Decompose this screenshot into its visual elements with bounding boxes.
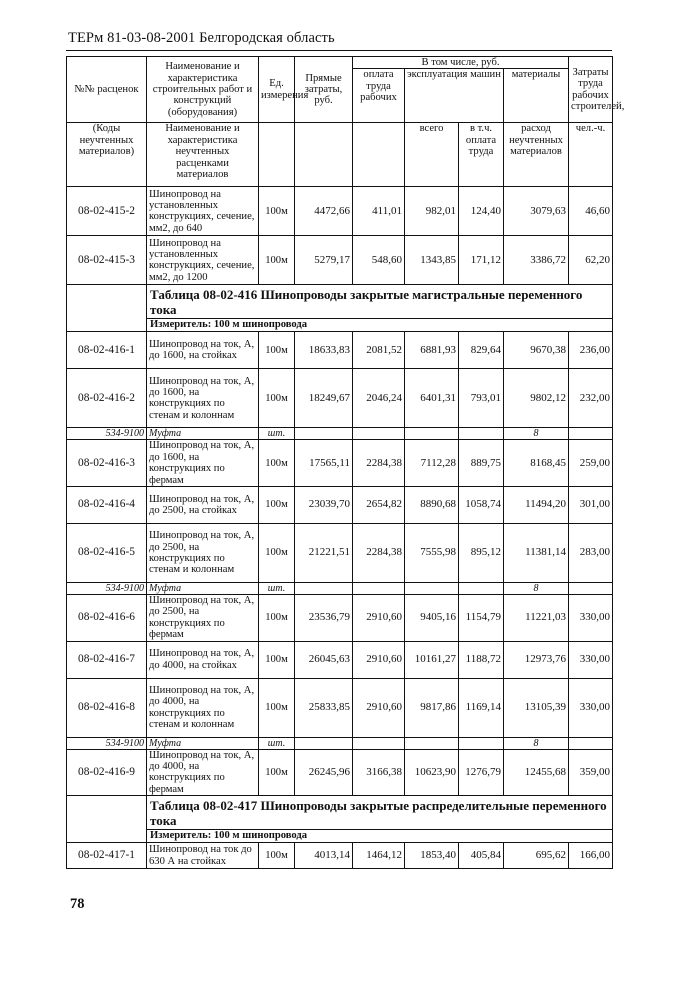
row-unit: 100м (259, 843, 295, 869)
row-labor: 166,00 (569, 843, 613, 869)
row-wages: 1464,12 (353, 843, 405, 869)
measure-unit: Измеритель: 100 м шинопровода (147, 830, 613, 843)
row-direct-cost: 18249,67 (295, 369, 353, 428)
row-labor: 301,00 (569, 487, 613, 524)
row-code: 08-02-416-7 (67, 641, 147, 678)
material-code: 534-9100 (67, 583, 147, 595)
material-code: 534-9100 (67, 428, 147, 440)
row-name: Шинопровод на ток, А, до 2500, на стойках (147, 487, 259, 524)
measure-unit: Измеритель: 100 м шинопровода (147, 319, 613, 332)
row-code: 08-02-417-1 (67, 843, 147, 869)
row-wages: 2081,52 (353, 332, 405, 369)
row-unit: 100м (259, 678, 295, 737)
row-machines-total: 7555,98 (405, 524, 459, 583)
material-code: 534-9100 (67, 737, 147, 749)
empty-cell (295, 428, 353, 440)
row-labor: 236,00 (569, 332, 613, 369)
measure-spacer (67, 830, 147, 843)
row-machines-wages: 889,75 (459, 440, 504, 487)
col-header-code-alt: (Коды неучтенных материалов) (67, 123, 147, 187)
row-materials: 13105,39 (504, 678, 569, 737)
empty-cell (569, 583, 613, 595)
row-name: Шинопровод на ток, А, до 4000, на конструкциях по стенам и колоннам (147, 678, 259, 737)
empty-cell (569, 428, 613, 440)
row-materials: 9670,38 (504, 332, 569, 369)
row-unit: 100м (259, 440, 295, 487)
row-unit: 100м (259, 187, 295, 236)
col-header-direct-blank (295, 123, 353, 187)
row-name: Шинопровод на ток, А, до 2500, на конструкциях по фермам (147, 595, 259, 642)
page-header: ТЕРм 81-03-08-2001 Белгородская область (68, 30, 335, 46)
row-wages: 2046,24 (353, 369, 405, 428)
price-norms-table (66, 56, 625, 869)
row-machines-wages: 793,01 (459, 369, 504, 428)
row-direct-cost: 26045,63 (295, 641, 353, 678)
material-unit: шт. (259, 428, 295, 440)
row-unit: 100м (259, 332, 295, 369)
row-machines-total: 9405,16 (405, 595, 459, 642)
row-direct-cost: 21221,51 (295, 524, 353, 583)
empty-cell (569, 737, 613, 749)
row-machines-total: 1853,40 (405, 843, 459, 869)
col-header-unit-blank (259, 123, 295, 187)
row-direct-cost: 5279,17 (295, 236, 353, 285)
measure-spacer (67, 319, 147, 332)
row-labor: 330,00 (569, 678, 613, 737)
material-name: Муфта (147, 428, 259, 440)
material-quantity: 8 (504, 737, 569, 749)
row-machines-wages: 895,12 (459, 524, 504, 583)
row-code: 08-02-416-9 (67, 749, 147, 796)
col-header-machines-wages: в т.ч. оплата труда (459, 123, 504, 187)
header-rule (66, 50, 612, 51)
row-machines-wages: 405,84 (459, 843, 504, 869)
row-machines-total: 6881,93 (405, 332, 459, 369)
row-machines-total: 1343,85 (405, 236, 459, 285)
col-header-machines: эксплуатация машин (405, 69, 504, 123)
col-header-materials-alt: расход неучтенных материалов (504, 123, 569, 187)
material-unit: шт. (259, 583, 295, 595)
page-number: 78 (70, 896, 85, 912)
row-unit: 100м (259, 749, 295, 796)
row-wages: 2910,60 (353, 641, 405, 678)
empty-cell (405, 583, 459, 595)
row-machines-wages: 1188,72 (459, 641, 504, 678)
row-machines-total: 6401,31 (405, 369, 459, 428)
col-header-wages: оплата труда рабочих (353, 69, 405, 123)
col-header-direct: Прямые затраты, руб. (295, 57, 353, 123)
row-materials: 11221,03 (504, 595, 569, 642)
table-title: Таблица 08-02-416 Шинопроводы закрытые магистральные переменного тока (147, 285, 613, 319)
table-title: Таблица 08-02-417 Шинопроводы закрытые распределительные переменного тока (147, 796, 613, 830)
row-direct-cost: 26245,96 (295, 749, 353, 796)
row-machines-wages: 1276,79 (459, 749, 504, 796)
row-wages: 2284,38 (353, 440, 405, 487)
material-quantity: 8 (504, 583, 569, 595)
row-wages: 411,01 (353, 187, 405, 236)
col-header-code: №№ расценок (67, 57, 147, 123)
row-machines-wages: 1058,74 (459, 487, 504, 524)
row-materials: 695,62 (504, 843, 569, 869)
empty-cell (459, 583, 504, 595)
row-direct-cost: 4472,66 (295, 187, 353, 236)
row-machines-wages: 829,64 (459, 332, 504, 369)
row-machines-wages: 171,12 (459, 236, 504, 285)
row-name: Шинопровод на ток до 630 А на стойках (147, 843, 259, 869)
row-wages: 2910,60 (353, 678, 405, 737)
table-title-spacer (67, 285, 147, 319)
material-name: Муфта (147, 737, 259, 749)
row-materials: 9802,12 (504, 369, 569, 428)
row-wages: 2284,38 (353, 524, 405, 583)
row-code: 08-02-416-4 (67, 487, 147, 524)
row-name: Шинопровод на установленных конструкциях, сечение, мм2, до 1200 (147, 236, 259, 285)
empty-cell (459, 737, 504, 749)
col-header-name: Наименование и характеристика строительных работ и конструкций (оборудования) (147, 57, 259, 123)
row-code: 08-02-415-2 (67, 187, 147, 236)
row-materials: 12973,76 (504, 641, 569, 678)
row-machines-wages: 1169,14 (459, 678, 504, 737)
row-name: Шинопровод на ток, А, до 1600, на стойках (147, 332, 259, 369)
row-machines-wages: 1154,79 (459, 595, 504, 642)
row-unit: 100м (259, 524, 295, 583)
col-header-labor: Затраты труда рабочих строителей, (569, 57, 613, 123)
row-materials: 3386,72 (504, 236, 569, 285)
row-direct-cost: 4013,14 (295, 843, 353, 869)
row-code: 08-02-416-2 (67, 369, 147, 428)
row-name: Шинопровод на ток, А, до 4000, на стойках (147, 641, 259, 678)
empty-cell (459, 428, 504, 440)
col-header-name-alt: Наименование и характеристика неучтенных расценками материалов (147, 123, 259, 187)
row-materials: 11494,20 (504, 487, 569, 524)
col-header-labor-unit: чел.-ч. (569, 123, 613, 187)
row-labor: 330,00 (569, 641, 613, 678)
row-materials: 12455,68 (504, 749, 569, 796)
row-labor: 259,00 (569, 440, 613, 487)
row-direct-cost: 23536,79 (295, 595, 353, 642)
row-name: Шинопровод на ток, А, до 1600, на конструкциях по фермам (147, 440, 259, 487)
col-header-incl: В том числе, руб. (353, 57, 569, 69)
col-header-machines-total: всего (405, 123, 459, 187)
row-code: 08-02-416-6 (67, 595, 147, 642)
material-quantity: 8 (504, 428, 569, 440)
table-title-spacer (67, 796, 147, 830)
row-unit: 100м (259, 369, 295, 428)
row-materials: 8168,45 (504, 440, 569, 487)
row-machines-total: 7112,28 (405, 440, 459, 487)
row-unit: 100м (259, 487, 295, 524)
row-code: 08-02-415-3 (67, 236, 147, 285)
col-header-materials: материалы (504, 69, 569, 123)
row-labor: 283,00 (569, 524, 613, 583)
row-code: 08-02-416-5 (67, 524, 147, 583)
row-code: 08-02-416-8 (67, 678, 147, 737)
material-unit: шт. (259, 737, 295, 749)
row-direct-cost: 18633,83 (295, 332, 353, 369)
row-labor: 46,60 (569, 187, 613, 236)
empty-cell (295, 737, 353, 749)
row-labor: 232,00 (569, 369, 613, 428)
empty-cell (405, 428, 459, 440)
row-code: 08-02-416-3 (67, 440, 147, 487)
row-machines-total: 982,01 (405, 187, 459, 236)
row-unit: 100м (259, 236, 295, 285)
row-direct-cost: 25833,85 (295, 678, 353, 737)
material-name: Муфта (147, 583, 259, 595)
row-machines-total: 8890,68 (405, 487, 459, 524)
row-labor: 359,00 (569, 749, 613, 796)
row-name: Шинопровод на ток, А, до 4000, на конструкциях по фермам (147, 749, 259, 796)
col-header-wages-blank (353, 123, 405, 187)
row-materials: 3079,63 (504, 187, 569, 236)
row-code: 08-02-416-1 (67, 332, 147, 369)
row-name: Шинопровод на ток, А, до 2500, на конструкциях по стенам и колоннам (147, 524, 259, 583)
row-materials: 11381,14 (504, 524, 569, 583)
empty-cell (405, 737, 459, 749)
empty-cell (353, 583, 405, 595)
row-labor: 330,00 (569, 595, 613, 642)
row-wages: 548,60 (353, 236, 405, 285)
row-machines-total: 10161,27 (405, 641, 459, 678)
row-unit: 100м (259, 641, 295, 678)
empty-cell (353, 428, 405, 440)
row-wages: 2654,82 (353, 487, 405, 524)
row-labor: 62,20 (569, 236, 613, 285)
row-name: Шинопровод на установленных конструкциях, сечение, мм2, до 640 (147, 187, 259, 236)
row-unit: 100м (259, 595, 295, 642)
row-name: Шинопровод на ток, А, до 1600, на конструкциях по стенам и колоннам (147, 369, 259, 428)
row-direct-cost: 17565,11 (295, 440, 353, 487)
row-direct-cost: 23039,70 (295, 487, 353, 524)
row-wages: 3166,38 (353, 749, 405, 796)
row-wages: 2910,60 (353, 595, 405, 642)
row-machines-total: 9817,86 (405, 678, 459, 737)
empty-cell (295, 583, 353, 595)
row-machines-wages: 124,40 (459, 187, 504, 236)
empty-cell (353, 737, 405, 749)
col-header-unit: Ед. измерения (259, 57, 295, 123)
row-machines-total: 10623,90 (405, 749, 459, 796)
